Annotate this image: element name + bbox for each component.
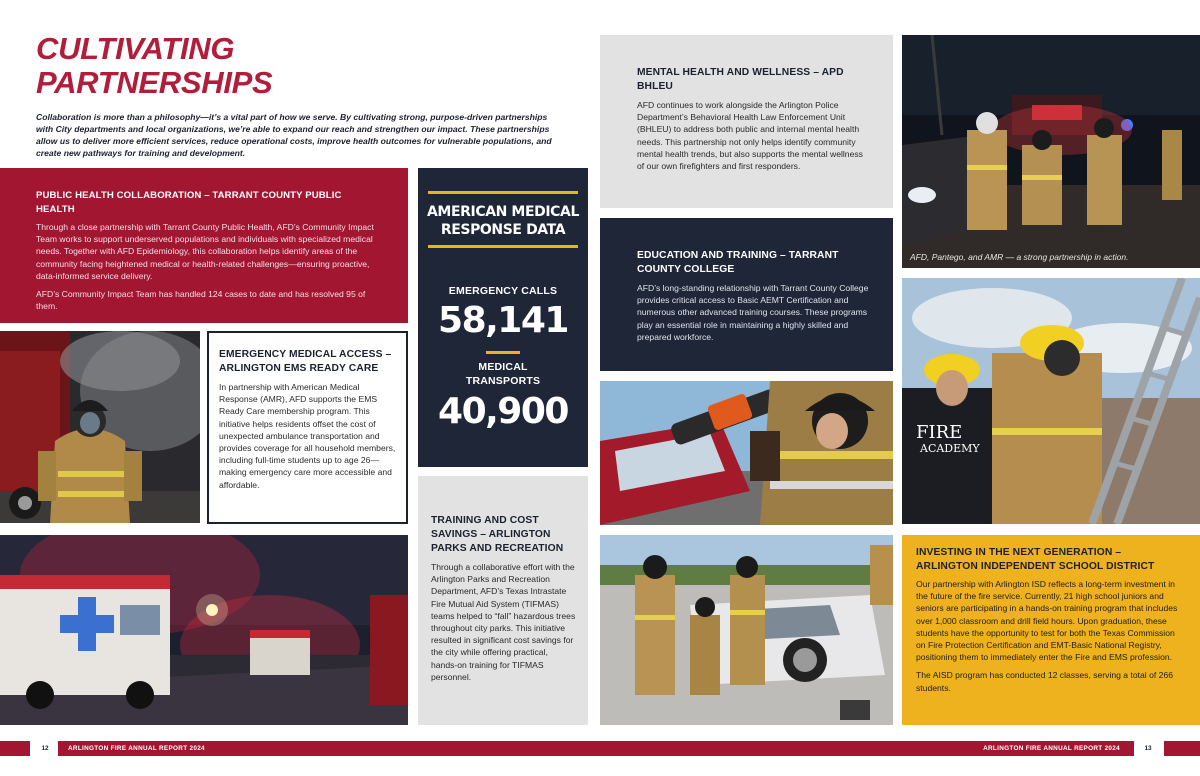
training-savings-heading: TRAINING AND COST SAVINGS – ARLINGTON PARKS AND RECREATION bbox=[431, 515, 564, 554]
emergency-calls-value: 58,141 bbox=[438, 300, 568, 341]
amr-top-rule bbox=[428, 191, 578, 194]
next-generation-panel bbox=[902, 535, 1200, 725]
education-panel bbox=[600, 218, 893, 371]
footer-bar-right-label bbox=[600, 741, 1134, 756]
footer-bar-left-label bbox=[58, 741, 600, 756]
ems-access-body: In partnership with American Medical Response (AMR), AFD supports the EMS Ready Care membership program. This initiative helps residents offset the cost of unexpected ambulance transportation and provides coverage for all household members, including full-time students up to age 26—making emergency care more accessible and affordable. bbox=[219, 382, 396, 490]
photo-caption: AFD, Pantego, and AMR — a strong partnership in action. bbox=[910, 252, 1129, 262]
education-heading: EDUCATION AND TRAINING – TARRANT COUNTY COLLEGE bbox=[637, 250, 839, 275]
mental-health-body: AFD continues to work alongside the Arlington Police Department’s Behavioral Health Law Enforcement Unit (BHLEU) to address both public and internal mental health needs. This partnership not only helps identify community mental health trends, but also supports the mental wellness of our own firefighters and first responders. bbox=[637, 100, 863, 172]
footer-bar-left bbox=[0, 741, 30, 756]
public-health-p1: Through a close partnership with Tarrant County Public Health, AFD’s Community Impact Team works to support underserved populations and individuals with specialized medical needs. Together with AFD Epidemiology, this collaboration helps identify areas of the community facing heightened medical or health-related challenges—ensuring proactive, data-informed service delivery. bbox=[36, 222, 374, 281]
mental-health-heading: MENTAL HEALTH AND WELLNESS – APD BHLEU bbox=[637, 67, 844, 92]
shirt-fire-text: FIRE bbox=[916, 422, 963, 443]
public-health-heading: PUBLIC HEALTH COLLABORATION – TARRANT COUNTY PUBLIC HEALTH bbox=[36, 190, 342, 215]
shirt-academy-text: ACADEMY bbox=[920, 442, 980, 455]
footer-right-label: ARLINGTON FIRE ANNUAL REPORT 2024 bbox=[983, 745, 1120, 752]
transports-label-1: MEDICAL bbox=[478, 361, 528, 373]
ems-access-panel bbox=[207, 331, 408, 524]
amr-heading: AMERICAN MEDICAL RESPONSE DATA bbox=[427, 204, 579, 238]
next-generation-p2: The AISD program has conducted 12 classes, serving a total of 266 students. bbox=[916, 670, 1174, 693]
amr-data-panel bbox=[418, 168, 588, 467]
transports-label-2: TRANSPORTS bbox=[465, 375, 541, 387]
fire-academy-photo bbox=[902, 278, 1200, 524]
next-generation-heading: INVESTING IN THE NEXT GENERATION – ARLINGTON INDEPENDENT SCHOOL DISTRICT bbox=[916, 547, 1155, 572]
ems-access-heading: EMERGENCY MEDICAL ACCESS – ARLINGTON EMS READY CARE bbox=[219, 349, 392, 374]
vehicle-rescue-photo bbox=[600, 535, 893, 725]
training-savings-panel bbox=[418, 476, 588, 725]
footer-bar-right bbox=[1164, 741, 1200, 756]
training-savings-body: Through a collaborative effort with the Arlington Parks and Recreation Department, AFD’s Texas Intrastate Fire Mutual Aid System (TIFMAS) teams helped to “fall” hazardous trees throughout city parks. This initiative resulted in significant cost savings for the city while offering practical, hands-on training for TIFMAS personnel. bbox=[431, 562, 576, 682]
footer-left-label: ARLINGTON FIRE ANNUAL REPORT 2024 bbox=[68, 745, 205, 752]
public-health-body bbox=[36, 221, 376, 312]
firefighter-smoke-photo bbox=[0, 331, 200, 523]
ambulance-night-photo bbox=[0, 535, 408, 725]
page-number-right: 13 bbox=[1144, 745, 1152, 752]
amr-stat-divider bbox=[486, 351, 520, 354]
public-health-p2: AFD’s Community Impact Team has handled 124 cases to date and has resolved 95 of them. bbox=[36, 289, 366, 312]
extrication-tool-photo bbox=[600, 381, 893, 525]
mental-health-panel bbox=[600, 35, 893, 208]
emergency-calls-label: EMERGENCY CALLS bbox=[448, 285, 558, 297]
transports-value: 40,900 bbox=[438, 391, 568, 432]
intro-text: Collaboration is more than a philosophy—it’s a vital part of how we serve. By cultivating strong, purpose-driven partnerships with City departments and local organizations, we’re able to expand our reach and strengthen our impact. These partnerships allow us to deliver more efficient services, reduce operational costs, improve health outcomes for vulnerable populations, and create new pathways for training and development. bbox=[36, 112, 552, 158]
night-scene-photo bbox=[902, 35, 1200, 268]
next-generation-body bbox=[916, 578, 1180, 694]
next-generation-p1: Our partnership with Arlington ISD reflects a long-term investment in the future of the fire service. Currently, 21 high school juniors and seniors are participating in a hands-on training program that includes over 1,000 classroom and drill field hours. Upon graduation, these students have the opportunity to test for both the Texas Commission on Fire Protection Certification and EMT-Basic National Registry, positioning them to immediately enter the Fire and EMS profession. bbox=[916, 579, 1178, 663]
public-health-panel bbox=[0, 168, 408, 323]
title-line-2: PARTNERSHIPS bbox=[36, 65, 273, 100]
page-title bbox=[36, 32, 396, 100]
title-line-1: CULTIVATING bbox=[36, 31, 235, 66]
education-body: AFD’s long-standing relationship with Tarrant County College provides critical access to Basic AEMT Certification and numerous other advanced training courses. These programs play an essential role in maintaining a highly skilled and prepared workforce. bbox=[637, 283, 869, 342]
amr-bottom-rule bbox=[428, 245, 578, 248]
page-number-left: 12 bbox=[41, 745, 49, 752]
